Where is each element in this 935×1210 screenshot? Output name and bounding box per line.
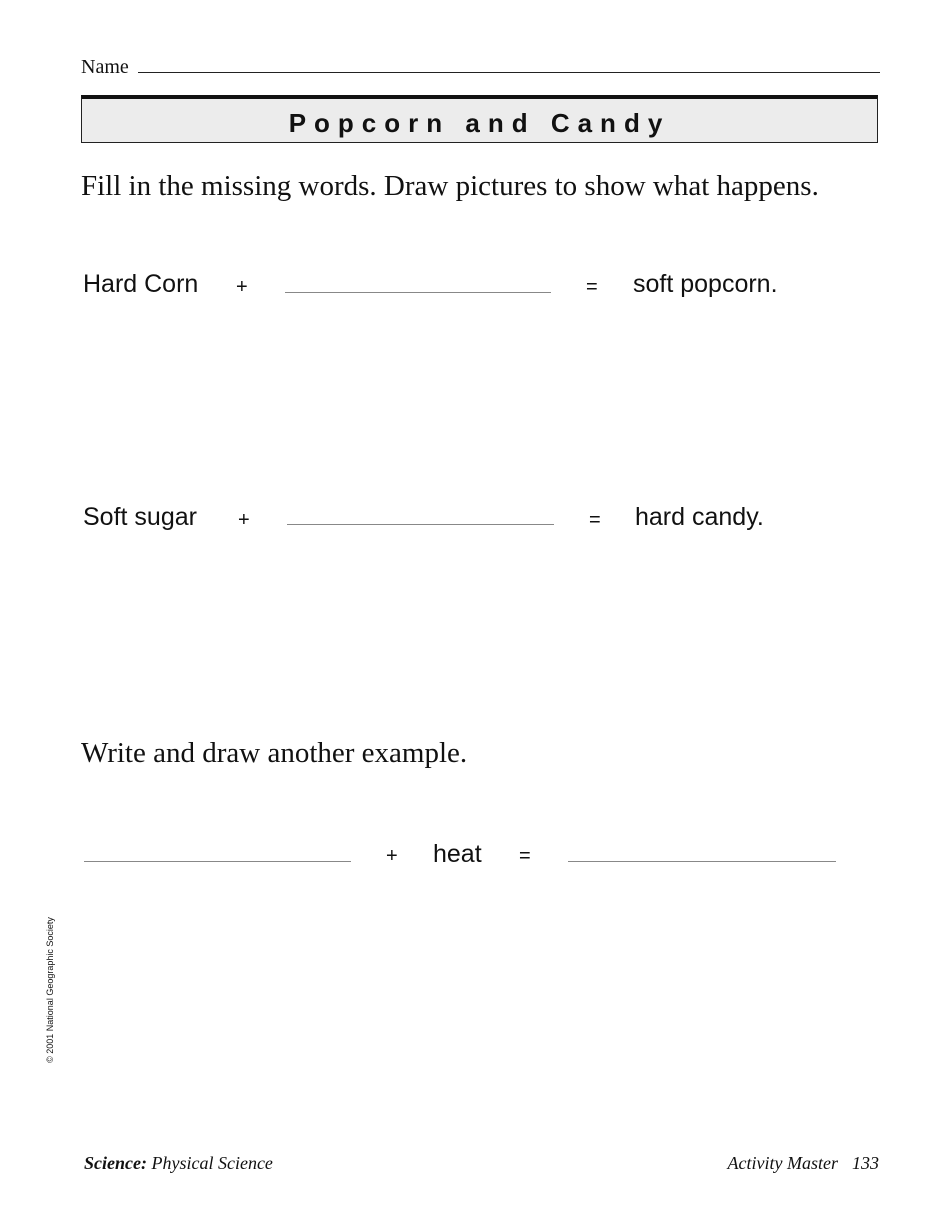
title-box bbox=[81, 95, 878, 143]
equation-1-left: Hard Corn bbox=[83, 270, 199, 298]
footer-label: Activity Master bbox=[727, 1153, 838, 1173]
instruction-fill-in: Fill in the missing words. Draw pictures to show what happens. bbox=[81, 170, 819, 202]
equation-2-plus: + bbox=[238, 509, 250, 531]
equation-1-blank[interactable] bbox=[285, 292, 551, 293]
name-label: Name bbox=[81, 56, 129, 78]
equation-2-equals: = bbox=[589, 509, 601, 531]
equation-1-plus: + bbox=[236, 276, 248, 298]
equation-2-blank[interactable] bbox=[287, 524, 554, 525]
page-number: 133 bbox=[852, 1153, 879, 1173]
example-plus: + bbox=[386, 845, 398, 867]
example-equals: = bbox=[519, 845, 531, 867]
equation-1-right: soft popcorn. bbox=[633, 270, 778, 298]
footer-activity bbox=[728, 1153, 879, 1174]
equation-2-left: Soft sugar bbox=[83, 503, 197, 531]
name-blank-line[interactable] bbox=[138, 72, 880, 73]
copyright-notice: © 2001 National Geographic Society bbox=[45, 917, 55, 1063]
equation-1-equals: = bbox=[586, 276, 598, 298]
example-middle: heat bbox=[433, 840, 482, 868]
footer-subject-rest: Physical Science bbox=[151, 1153, 273, 1173]
footer-subject bbox=[84, 1153, 273, 1174]
example-left-blank[interactable] bbox=[84, 861, 351, 862]
name-row bbox=[81, 52, 880, 76]
page-title: Popcorn and Candy bbox=[288, 108, 671, 138]
example-right-blank[interactable] bbox=[568, 861, 836, 862]
equation-2-right: hard candy. bbox=[635, 503, 764, 531]
footer-subject-bold: Science: bbox=[84, 1153, 147, 1173]
instruction-another-example: Write and draw another example. bbox=[81, 737, 468, 769]
